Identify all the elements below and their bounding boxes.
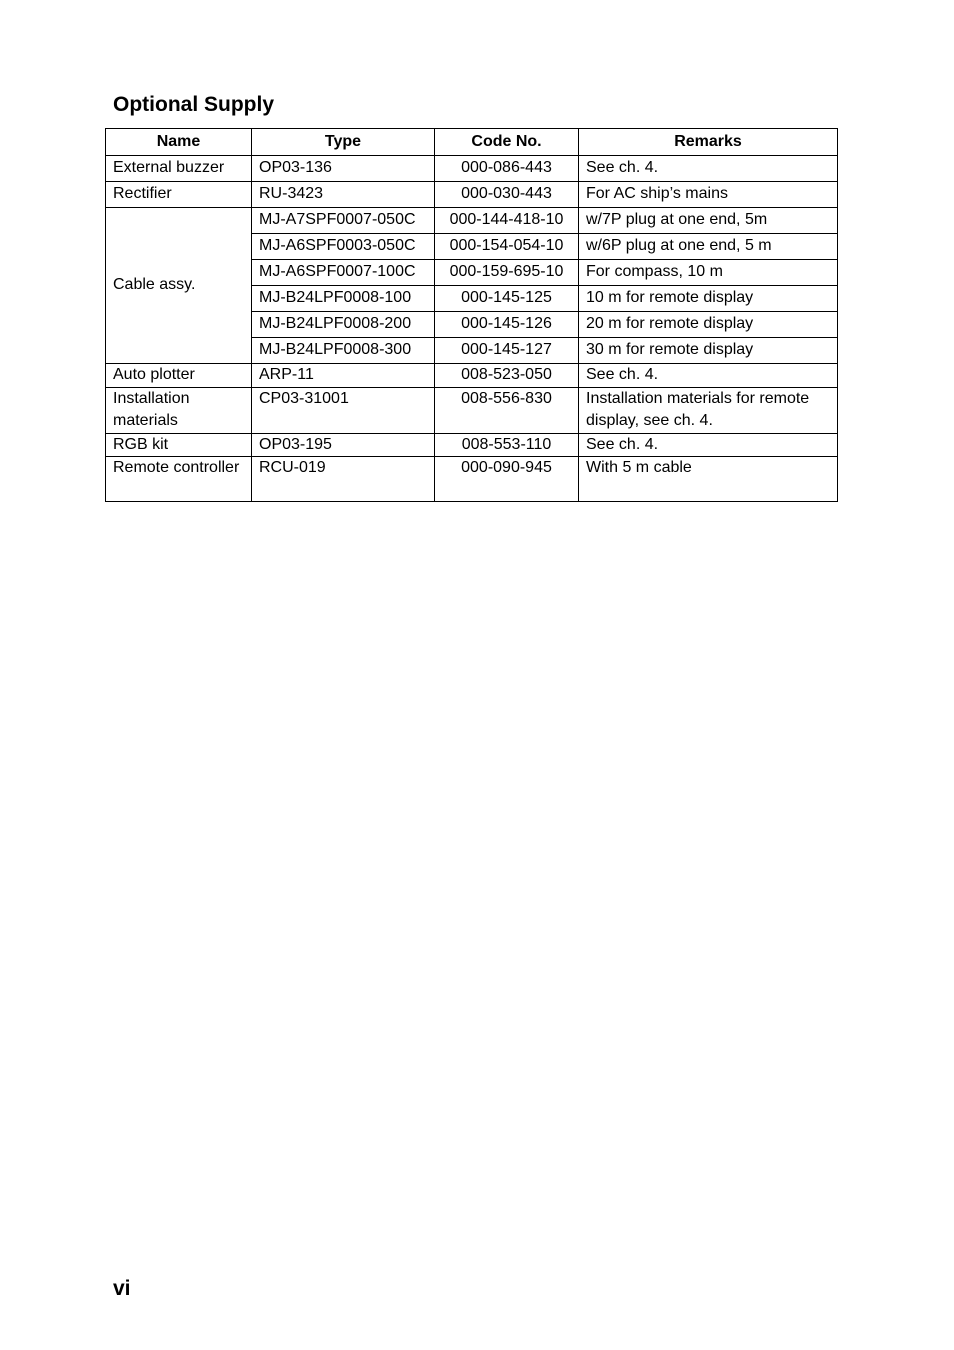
cell-remarks: With 5 m cable	[579, 457, 838, 502]
cell-code: 000-145-125	[435, 286, 579, 312]
cell-code: 000-154-054-10	[435, 234, 579, 260]
cell-name: External buzzer	[106, 156, 252, 182]
column-header-name: Name	[106, 129, 252, 156]
cell-name: Rectifier	[106, 182, 252, 208]
cell-type: MJ-A6SPF0003-050C	[252, 234, 435, 260]
cell-type: ARP-11	[252, 364, 435, 388]
cell-name: Auto plotter	[106, 364, 252, 388]
cell-name: Cable assy.	[106, 208, 252, 364]
table-row	[106, 387, 838, 433]
table-row	[106, 364, 838, 388]
page-number: vi	[113, 1277, 131, 1300]
table-row	[106, 457, 838, 502]
cell-code: 000-145-127	[435, 338, 579, 364]
column-header-type: Type	[252, 129, 435, 156]
cell-code: 000-090-945	[435, 457, 579, 502]
cell-name: Remote controller	[106, 457, 252, 502]
cell-type: MJ-A6SPF0007-100C	[252, 260, 435, 286]
cell-type: RCU-019	[252, 457, 435, 502]
cell-remarks: w/6P plug at one end, 5 m	[579, 234, 838, 260]
cell-type: MJ-B24LPF0008-100	[252, 286, 435, 312]
cell-remarks: See ch. 4.	[579, 433, 838, 457]
cell-name: Installation materials	[106, 387, 252, 433]
cell-type: MJ-B24LPF0008-300	[252, 338, 435, 364]
page-title: Optional Supply	[113, 93, 274, 116]
cell-code: 000-159-695-10	[435, 260, 579, 286]
cell-code: 000-030-443	[435, 182, 579, 208]
cell-type: RU-3423	[252, 182, 435, 208]
cell-type: MJ-A7SPF0007-050C	[252, 208, 435, 234]
cell-remarks: See ch. 4.	[579, 156, 838, 182]
cell-remarks: w/7P plug at one end, 5m	[579, 208, 838, 234]
column-header-remarks: Remarks	[579, 129, 838, 156]
cell-code: 008-553-110	[435, 433, 579, 457]
cell-remarks: For AC ship’s mains	[579, 182, 838, 208]
cell-type: OP03-136	[252, 156, 435, 182]
table-header-row	[106, 129, 838, 156]
table-row	[106, 208, 838, 234]
cell-type: CP03-31001	[252, 387, 435, 433]
cell-type: OP03-195	[252, 433, 435, 457]
cell-remarks: 30 m for remote display	[579, 338, 838, 364]
column-header-code: Code No.	[435, 129, 579, 156]
cell-type: MJ-B24LPF0008-200	[252, 312, 435, 338]
cell-code: 008-556-830	[435, 387, 579, 433]
cell-remarks: See ch. 4.	[579, 364, 838, 388]
table-row	[106, 433, 838, 457]
cell-code: 000-086-443	[435, 156, 579, 182]
table-row	[106, 156, 838, 182]
cell-code: 008-523-050	[435, 364, 579, 388]
cell-remarks: 10 m for remote display	[579, 286, 838, 312]
cell-code: 000-145-126	[435, 312, 579, 338]
cell-code: 000-144-418-10	[435, 208, 579, 234]
cell-name: RGB kit	[106, 433, 252, 457]
cell-remarks: 20 m for remote display	[579, 312, 838, 338]
cell-remarks: For compass, 10 m	[579, 260, 838, 286]
optional-supply-table	[105, 128, 838, 502]
cell-remarks: Installation materials for remote display, see ch. 4.	[579, 387, 838, 433]
table-row	[106, 182, 838, 208]
